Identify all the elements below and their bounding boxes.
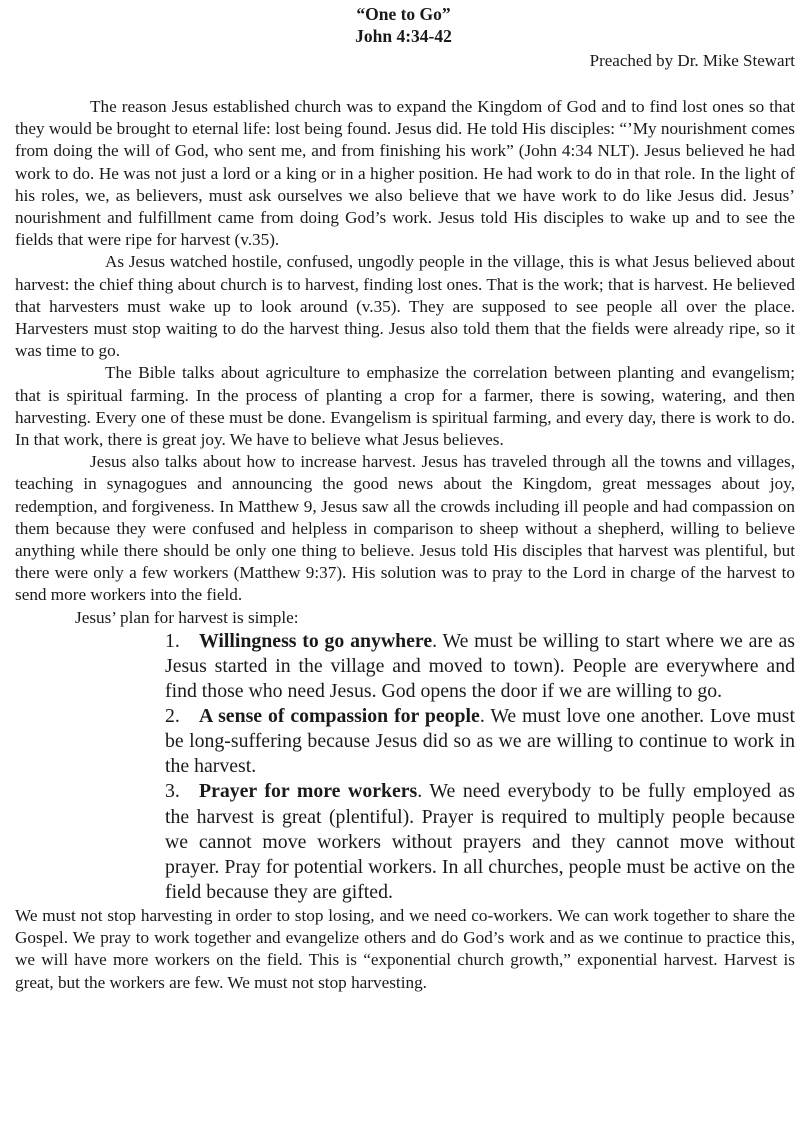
byline: Preached by Dr. Mike Stewart (589, 51, 795, 70)
paragraph: The reason Jesus established church was to expand the Kingdom of God and to find lost ones so that they would be brought to eternal life: lost being found. Jesus did. He told His disciples: “’My nourishment comes from doing the will of God, who sent me, and from finishing his work” (John 4:34 NLT). Jesus believed he had work to do. He was not just a lord or a king or in a higher position. He had work to do in that role. In the light of his roles, we, as believers, must ask ourselves we also believe that we have work to do like Jesus did. Jesus’ nourishment and fulfillment came from doing God’s work. Jesus told His disciples to wake up and to see the fields that were ripe for harvest (v.35). (15, 97, 796, 250)
paragraph: As Jesus watched hostile, confused, ungodly people in the village, this is what Jesus believed about harvest: the chief thing about church is to harvest, finding lost ones. That is the work; that is harvest. He believed that harvesters must wake up to look around (v.35). They are supposed to see people all over the place. Harvesters must stop waiting to do the harvest thing. Jesus also told them that the fields were already ripe, so it was time to go. (15, 252, 795, 361)
plan-list (15, 629, 795, 905)
point-text: . We need everybody to be fully employed as the harvest is great (plentiful). Prayer is required to multiply people because we cannot move workers without prayers and they cannot move without prayer. Pray for potential workers. In all churches, people must be active on the field because they are gifted. (165, 780, 795, 903)
sermon-title: “One to Go” (356, 4, 451, 24)
list-item (165, 629, 795, 704)
list-number: 1. (165, 629, 180, 652)
point-title: Prayer for more workers (199, 780, 418, 803)
point-title: A sense of compassion for people (199, 705, 480, 728)
sermon-body (15, 96, 795, 994)
list-number: 2. (165, 705, 180, 728)
point-title: Willingness to go anywhere (199, 629, 433, 652)
list-number: 3. (165, 780, 180, 803)
paragraph: Jesus also talks about how to increase harvest. Jesus has traveled through all the towns and villages, teaching in synagogues and announcing the good news about the Kingdom, great messages about joy, redemption, and forgiveness. In Matthew 9, Jesus saw all the crowds including ill people and had compassion on them because they were confused and helpless in comparison to sheep without a shepherd, willing to believe anything while there should be only one thing to believe. Jesus told His disciples that harvest was plentiful, but there were only a few workers (Matthew 9:37). His solution was to pray to the Lord in charge of the harvest to send more workers into the field. (15, 452, 795, 605)
point-text: . We must love one another. Love must be long-suffering because Jesus did so as we are willing to continue to work in the harvest. (165, 705, 795, 778)
list-item (165, 779, 795, 904)
closing-paragraph: We must not stop harvesting in order to stop losing, and we need co-workers. We can work together to share the Gospel. We pray to work together and evangelize others and do God’s work and as we continue to practice this, we will have more workers on the field. This is “exponential church growth,” exponential harvest. Harvest is great, but the workers are few. We must not stop harvesting. (15, 905, 795, 992)
scripture-reference: John 4:34-42 (355, 26, 452, 46)
list-item (165, 704, 795, 779)
point-text: . We must be willing to start where we are as Jesus started in the village and moved to town). People are everywhere and find those who need Jesus. God opens the door if we are willing to go. (165, 629, 795, 703)
plan-intro: Jesus’ plan for harvest is simple: (75, 607, 299, 627)
paragraph: The Bible talks about agriculture to emphasize the correlation between planting and evangelism; that is spiritual farming. In the process of planting a crop for a farmer, there is sowing, watering, and then harvesting. Every one of these must be done. Evangelism is spiritual farming, and every day, there is work to do. In that work, there is great joy. We have to believe what Jesus believes. (15, 363, 795, 450)
